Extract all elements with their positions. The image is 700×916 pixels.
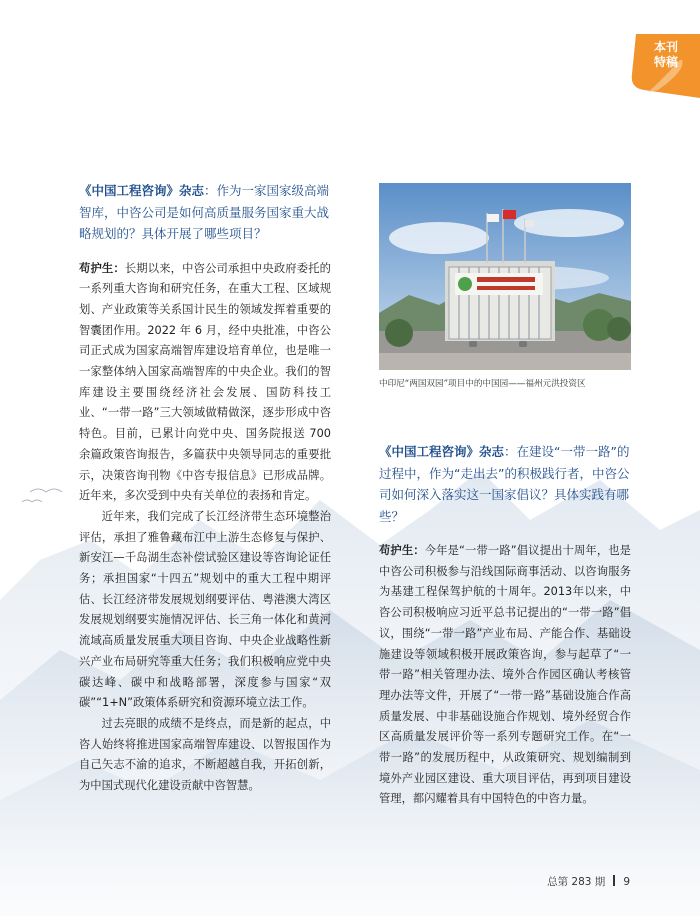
answer-2-speaker: 苟护生： xyxy=(379,544,425,557)
question-2-journal: 《中国工程咨询》杂志 xyxy=(379,444,505,459)
left-column xyxy=(79,180,331,797)
question-2 xyxy=(379,441,631,527)
answer-2-paragraph-1 xyxy=(379,541,631,810)
page-number: 9 xyxy=(623,876,630,888)
park-photo xyxy=(379,183,631,370)
question-1-text: ：作为一家国家级高端智库，中咨公司是如何高质量服务国家重大战略规划的？具体开展了哪些项目？ xyxy=(79,183,330,241)
question-2-text: ：在建设“一带一路”的过程中，作为“走出去”的积极践行者，中咨公司如何深入落实这一国家倡议？具体实践有哪些？ xyxy=(379,444,630,524)
answer-1-paragraph-2: 近年来，我们完成了长江经济带生态环境整治评估，承担了雅鲁藏布江中上游生态修复与保护、新安江—千岛湖生态补偿试验区建设等咨询论证任务；承担国家“十四五”规划中的重大工程中期评估、长江经济带发展规划纲要评估、粤港澳大湾区发展规划纲要实施情况评估、长三角一体化和黄河流域高质量发展重大项目咨询、中央企业战略性新兴产业布局研究等重大任务；我们积极响应党中央碳达峰、碳中和战略部署，深度参与国家“双碳”“1+N”政策体系研究和资源环境立法工作。 xyxy=(79,509,331,710)
question-1 xyxy=(79,180,331,245)
question-1-journal: 《中国工程咨询》杂志 xyxy=(79,183,205,198)
badge-line-1: 本刊 xyxy=(653,40,678,54)
answer-1-paragraph-1 xyxy=(79,259,331,507)
answer-2-text-1: 今年是“一带一路”倡议提出十周年，也是中咨公司积极参与沿线国际商事活动、以咨询服务为基建工程保驾护航的十周年。2013年以来，中咨公司积极响应习近平总书记提出的“一带一路”倡议，围绕“一带一路”产业布局、产能合作、基础设施建设等领域积极开展政策咨询，参与起草了“一带一路”相关管理办法、境外合作园区确认考核管理办法等文件，开展了“一带一路”基础设施合作高质量发展、中非基础设施合作规划、境外经贸合作区高质量发展评价等一系列专题研究工作。在“一带一路”的发展历程中，从政策研究、规划编制到境外产业园区建设、重大项目评估，再到项目建设管理，都闪耀着具有中国特色的中咨力量。 xyxy=(379,544,631,806)
badge-label xyxy=(642,40,690,70)
right-column xyxy=(379,441,631,810)
issue-number: 总第 283 期 xyxy=(547,876,606,888)
footer-divider xyxy=(613,875,615,886)
answer-1-paragraph-3: 过去亮眼的成绩不是终点，而是新的起点，中咨人始终将推进国家高端智库建设、以智报国作为自己矢志不渝的追求，不断超越自我，开拓创新，为中国式现代化建设贡献中咨智慧。 xyxy=(79,716,331,793)
answer-1-speaker: 苟护生： xyxy=(79,261,125,275)
photo-caption: 中印尼“两国双园”项目中的中国园——福州元洪投资区 xyxy=(379,379,586,389)
page-footer xyxy=(547,874,630,889)
badge-line-2: 特稿 xyxy=(653,55,678,69)
answer-1-text-1: 长期以来，中咨公司承担中央政府委托的一系列重大咨询和研究任务，在重大工程、区域规划、产业政策等关系国计民生的领域发挥着重要的智囊团作用。2022 年 6 月，经中央批准，中咨公司正式成为国家高端智库建设培育单位，也是唯一一家整体纳入国家高端智库的中央企业。我们的智库建设主要围绕经济社会发展、国防科技工业、“一带一路”三大领域做精做深，逐步形成中咨特色。目前，已累计向党中央、国务院报送 700 余篇政策咨询报告，多篇获中央领导同志的重要批示，决策咨询刊物《中咨专报信息》已形成品牌。近年来，多次受到中央有关单位的表扬和肯定。 xyxy=(79,261,331,503)
